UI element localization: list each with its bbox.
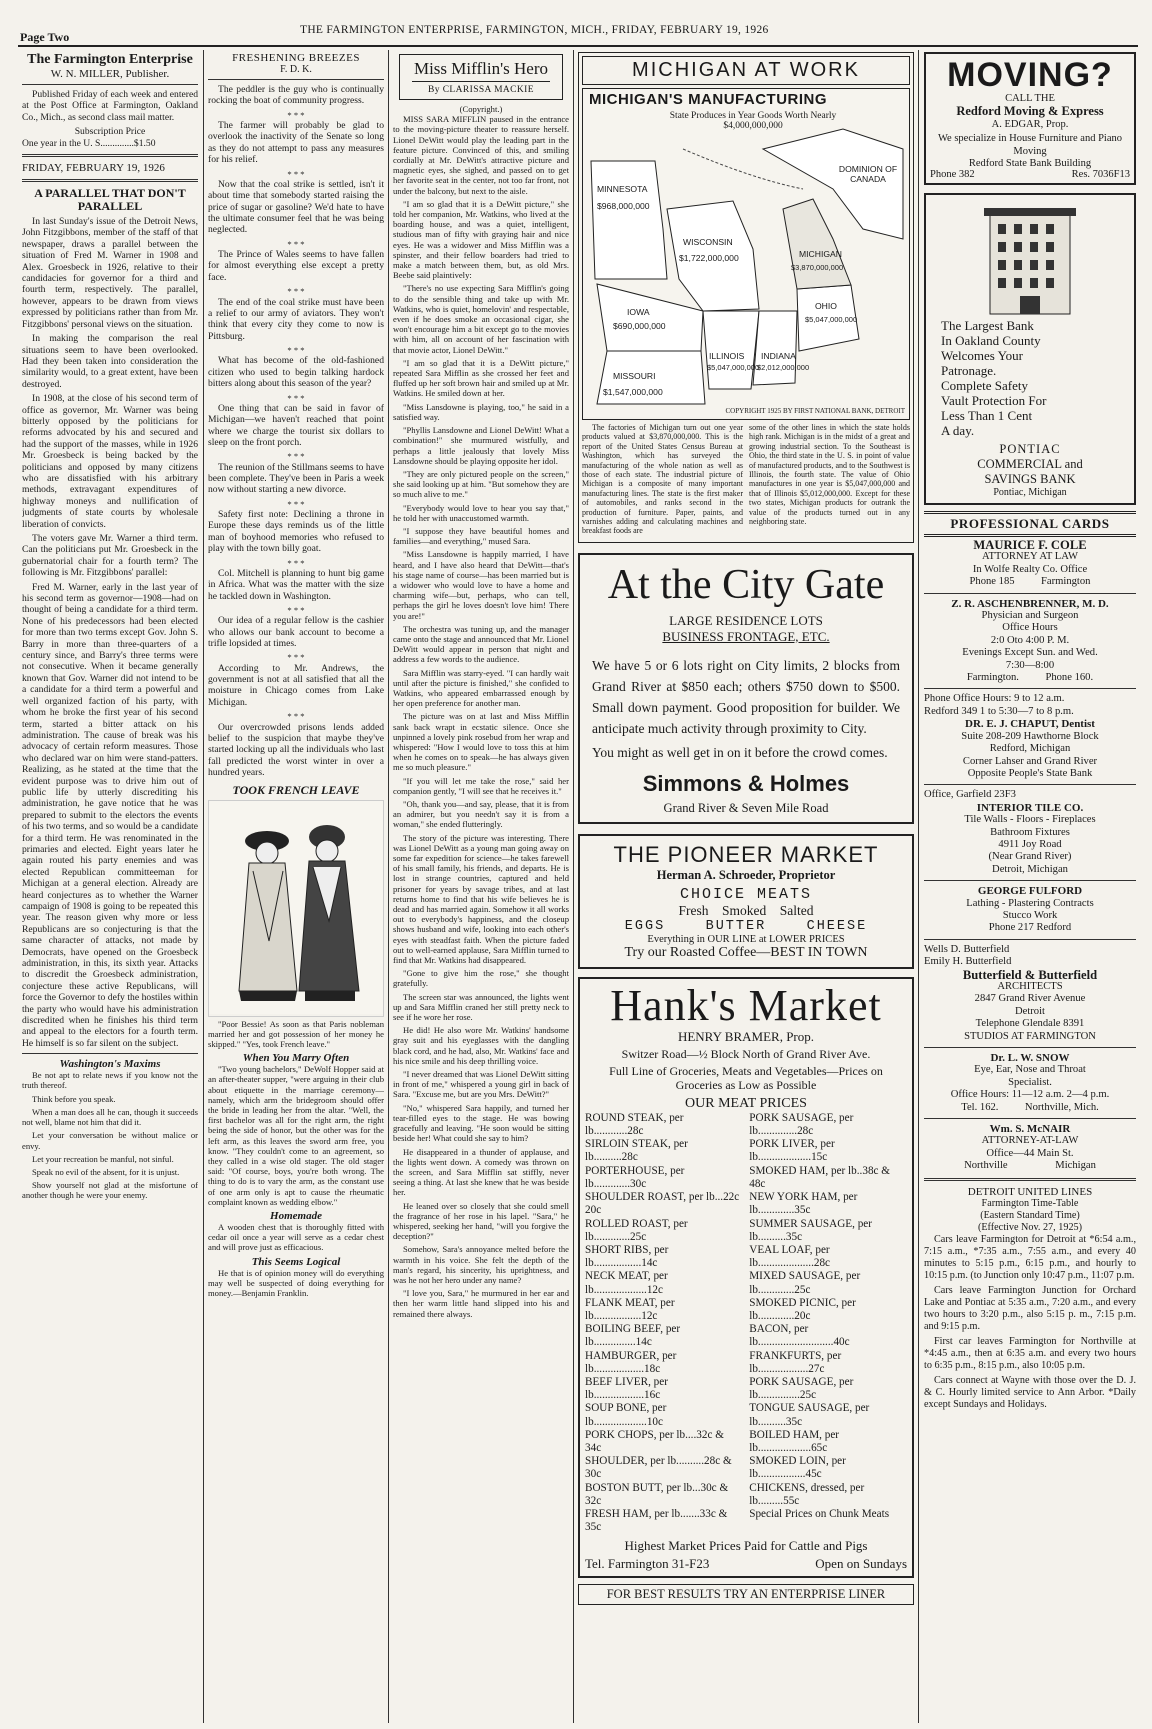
price-row: HAMBURGER, per lb..................18c <box>585 1349 677 1375</box>
story-paragraph: "Gone to give him the rose," she thought gratefully. <box>393 968 569 989</box>
city-gate-address: Grand River & Seven Mile Road <box>663 800 829 815</box>
story-paragraph: The picture was on at last and Miss Mifflin sank back wrapt in ecstatic silence. Once she unpinned a lovely pink rosebud from her wrap and whispered: "How I would love to toss this at him when he comes on to speak—he has always given me so much pleasure." <box>393 711 569 773</box>
map-text-right: some of the other lines in which the state holds high rank. Michigan is in the midst of a great and growing industrial section. To the Southeast is Ohio, the third state in the U. S. in point of value of manufactured products, and to the Southwest is Illinois, the fourth state. The value of Ohio manufactures in one year is $5,047,000,000 and that of Illinois $5,012,000,000. Except for these two states, Michigan products for outrank the value of the products turned out in any neighboring state. <box>749 423 910 527</box>
card-name: GEORGE FULFORD <box>977 885 1083 898</box>
city-gate-title: At the City Gate <box>607 561 885 608</box>
moving-call: CALL THE <box>1005 93 1055 104</box>
story-paragraph: "Miss Lansdowne is happily married, I have heard, and I have also heard that DeWitt—that's his stage name of course—has been married but is a widower who would love to have a home and charming wife—but, perhaps, who can tell, perhaps the girl he loves doesn't love him! There you are!" <box>393 549 569 621</box>
card-line: Evenings Except Sun. and Wed. <box>962 647 1098 659</box>
price-row: SHOULDER ROAST, per lb...22c 20c <box>585 1191 740 1217</box>
maxim: Let your recreation be manful, not sinful. <box>32 1153 174 1164</box>
card-line: 2:0 Oto 4:00 P. M. <box>990 634 1070 646</box>
map-region-label: DOMINION OF CANADA <box>838 164 898 185</box>
map-figure <box>582 88 910 420</box>
editorial-paragraph: The voters gave Mr. Warner a third term. Can the politicians put Mr. Groesbeck in the gubernatorial chair for a fourth term? The following is Mr. Fitzgibbons' parallel: <box>22 533 198 579</box>
card-line: Phone Office Hours: 9 to 12 a.m. <box>924 693 1065 705</box>
bank-line: Patronage. <box>941 363 997 378</box>
breeze-item: Safety first note: Declining a throne in Europe these days reminds us of the little man of boyhood memories who refused to play with the town billy goat. <box>208 509 384 555</box>
card-chaput <box>924 693 1136 780</box>
card-snow <box>924 1052 1136 1114</box>
story-paragraph: "Oh, thank you—and say, please, that it is from an admirer, but you needn't say it is from a woman," she ended flutteringly. <box>393 799 569 830</box>
city-gate-body2: You might as well get in on it before the crowd comes. <box>592 744 888 760</box>
story-paragraph: The orchestra was tuning up, and the manager came onto the stage and announced that Mr. Lionel DeWitt would appear in person that night and address a few words to the audience. <box>393 623 569 665</box>
bank-line: In Oakland County <box>941 333 1041 348</box>
logical-body: He that is of opinion money will do everything may well be suspected of doing everything for money.—Benjamin Franklin. <box>208 1267 384 1298</box>
card-line: Farmington. Phone 160. <box>966 672 1094 684</box>
card-line: Office Hours: 11—12 a.m. 2—4 p.m. <box>950 1089 1110 1101</box>
card-name: Wm. S. McNAIR <box>989 1123 1071 1136</box>
breezes-title: FRESHENING BREEZES <box>232 52 360 64</box>
story-paragraph: "No," whispered Sara happily, and turned her tear-filled eyes to the stage. He was bowing gracefully and leaving. "He soon would be sitting beside her! What could she say to him? <box>393 1102 569 1144</box>
moving-ad <box>924 52 1136 185</box>
price-column-right <box>749 1112 907 1535</box>
editorial-paragraph: In 1908, at the close of his second term of office as governor, Mr. Warner was being bitterly opposed by the politicians for reforms advocated by his and secured and had the support of the masses, while in 1926 Mr. Groesbeck is being backed by the politicians and opposed by many citizens who are dissatisfied with his arbitrary methods, extravagant expenditures of highway moneys and nullification of judgments of state courts by wholesale liberation of convicts. <box>22 393 198 530</box>
card-line: 7:30—8:00 <box>1005 659 1055 671</box>
card-name: MAURICE F. COLE <box>973 538 1087 552</box>
price-row: CHICKENS, dressed, per lb.........55c <box>749 1481 865 1507</box>
column-rule-1 <box>203 50 204 1723</box>
map-banner: MICHIGAN AT WORK <box>582 56 910 85</box>
city-gate-firm: Simmons & Holmes <box>642 770 850 796</box>
map-region-label: INDIANA <box>761 351 796 361</box>
breezes-byline: F. D. K. <box>280 64 312 75</box>
price-row: PORTERHOUSE, per lb.............30c <box>585 1164 685 1190</box>
price-row: PORK SAUSAGE, per lb...............25c <box>749 1375 854 1402</box>
story-paragraph: "They are only pictured people on the screen," she said looking up at him. "But somehow they are so much alive to me." <box>393 468 569 500</box>
bank-city: Pontiac, Michigan <box>993 487 1067 498</box>
card-name: Dr. L. W. SNOW <box>990 1052 1070 1065</box>
card-line: Office, Garfield 23F3 <box>924 789 1016 801</box>
bank-name-1: PONTIAC <box>999 442 1061 456</box>
city-gate-ad <box>578 553 914 824</box>
map-region-label: WISCONSIN <box>683 237 733 247</box>
dul-sub2: (Eastern Standard Time) <box>980 1209 1080 1221</box>
column-breezes <box>208 52 384 1721</box>
story-paragraph: "I am so glad that it is a DeWitt picture," repeated Sara Mifflin as she crossed her feet and fluffed up her soft brown hair and smiled up at Mr. Watkins. He smiled down at her. <box>393 357 569 399</box>
story-paragraph: MISS SARA MIFFLIN paused in the entrance to the moving-picture theater to reassure herself. Lionel DeWitt would play the leading part in the feature picture. Convinced of this, and smiling cordially at Mr. DeWitt's attractive picture and magnetic eyes, she sighed, and passed on to get her favorite seat in the center, not too far front, not under the balcony, but next to the aisle. <box>393 114 569 196</box>
homemade-body: A wooden chest that is thoroughly fitted with cedar oil once a year will serve as a cedar chest and will prove just as efficacious. <box>208 1221 384 1253</box>
city-gate-line1: LARGE RESIDENCE LOTS <box>669 612 823 628</box>
story-paragraph: The screen star was announced, the lights went up and Sara Mifflin craned her still pretty neck to see if he wore her rose. <box>393 991 569 1023</box>
price-row: FRESH HAM, per lb.......33c & 35c <box>585 1507 728 1534</box>
maxim: When a man does all he can, though it succeeds not well, blame not him that did it. <box>22 1106 198 1128</box>
card-line: ATTORNEY-AT-LAW <box>981 1135 1079 1147</box>
hanks-owner: HENRY BRAMER, Prop. <box>677 1028 815 1044</box>
map-region-label: OHIO <box>815 301 837 311</box>
map-region-value: $968,000,000 <box>597 201 650 211</box>
price-row: PORK SAUSAGE, per lb..............28c <box>749 1111 854 1138</box>
map-region-value: $2,012,000,000 <box>757 363 810 372</box>
moving-res: Res. 7036F13 <box>1071 169 1130 180</box>
maxims-list <box>22 1070 198 1200</box>
card-line: Detroit, Michigan <box>992 863 1068 875</box>
breeze-item: Now that the coal strike is settled, isn't it about time that somebody started raising the price of sugar or gasoline? We'd hate to have the ultimate consumer feel that he was being neglected. <box>208 178 384 236</box>
map-text <box>582 423 910 539</box>
breeze-item: What has become of the old-fashioned citizen who used to begin talking hardock bitters along about this season of the year? <box>208 355 384 390</box>
bank-line: The Largest Bank <box>941 318 1034 333</box>
bank-line: Complete Safety <box>941 378 1029 393</box>
hanks-price-table <box>585 1112 907 1535</box>
price-row: SOUP BONE, per lb...................10c <box>585 1402 667 1428</box>
bank-slogan <box>931 318 1129 438</box>
card-line: Lathing - Plastering Contracts <box>966 897 1094 909</box>
card-line: Wells D. Butterfield <box>924 943 1010 955</box>
story-paragraph: "Everybody would love to hear you say that," he told her with unaccustomed warmth. <box>393 502 569 523</box>
hanks-line: Full Line of Groceries, Meats and Vegetables—Prices on Groceries as Low as Possible <box>609 1063 883 1092</box>
bank-line: Welcomes Your <box>941 348 1024 363</box>
price-row: MIXED SAUSAGE, per lb.............25c <box>749 1270 861 1296</box>
map-region-value: $1,722,000,000 <box>679 253 739 263</box>
card-line: Office—44 Main St. <box>986 1147 1074 1159</box>
pioneer-line1: CHOICE MEATS <box>679 885 813 903</box>
story-paragraph: "I am so glad that it is a DeWitt picture," she told her companion, Mr. Watkins, who lived at the boarding house, and was a quiet, intelligent, studious man of fifty with graying hair and nice eyes. He was a widower and Miss Mifflin was a spinster, and their fellow boarders had tried to make a match between them, but, as old Mrs. Beebe said plaintively: <box>393 198 569 281</box>
price-row: NEW YORK HAM, per lb.............35c <box>749 1191 858 1217</box>
card-line: Detroit <box>1014 1005 1045 1017</box>
card-line: Eye, Ear, Nose and Throat <box>974 1064 1086 1076</box>
map-region-label: IOWA <box>627 307 650 317</box>
dul-title: DETROIT UNITED LINES <box>967 1185 1093 1198</box>
breeze-item: Our idea of a regular fellow is the cashier who allows our bank account to become a trifle lopsided at times. <box>208 615 384 650</box>
story-header-box <box>399 54 563 100</box>
card-line: Phone 217 Redford <box>988 922 1072 934</box>
card-line: Suite 208-209 Hawthorne Block <box>961 730 1099 742</box>
price-row: ROLLED ROAST, per lb.............25c <box>585 1217 688 1243</box>
page-label: Page Two <box>20 30 70 44</box>
price-row: VEAL LOAF, per lb....................28c <box>749 1243 831 1270</box>
map-region-value: $5,047,000,000 <box>805 315 858 324</box>
card-butterfield <box>924 944 1136 1043</box>
price-row: SHORT RIBS, per lb.................14c <box>585 1243 669 1270</box>
bank-line: Vault Protection For <box>941 393 1047 408</box>
map-region-value: $3,870,000,000 <box>791 263 844 272</box>
cartoon-illustration <box>208 800 384 1017</box>
pioneer-line5: Try our Roasted Coffee—BEST IN TOWN <box>624 944 868 960</box>
card-line: 4911 Joy Road <box>998 838 1062 850</box>
story-headline: Miss Mifflin's Hero <box>413 59 549 78</box>
card-aschenbrenner <box>924 598 1136 685</box>
price-row: TONGUE SAUSAGE, per lb..........35c <box>749 1402 870 1428</box>
column-rule-2 <box>388 50 389 1723</box>
breeze-item: The reunion of the Stillmans seems to have been complete. They've been in Paris a week now without starting a new divorce. <box>208 461 384 496</box>
dul-paragraph: Cars leave Farmington Junction for Orchard Lake and Pontiac at 5:35 a.m., 7:20 a.m., and every two hours to 3:20 p.m., also 5:15 p. m., 7:15 p.m. and 9:15 p.m. <box>924 1284 1136 1332</box>
pioneer-line3: EGGS BUTTER CHEESE <box>624 918 868 934</box>
card-line: Tel. 162. Northville, Mich. <box>961 1101 1099 1113</box>
editorial-paragraph: In last Sunday's issue of the Detroit News, John Fitzgibbons, member of the staff of that newspaper, draws a parallel between the situation of Fred M. Warner in 1908 and Alex. Groesbeck in 1926, relative to their candidacies for governor for a third and fourth term, respectively. The parallel, however, appears to be drawn from views expressed by politicians rather than from Mr. Fitzgibbons' personal views on the situation. <box>22 216 198 330</box>
map-region-value: $690,000,000 <box>613 321 666 331</box>
moving-phone: Phone 382 <box>930 169 975 180</box>
dul-sub1: Farmington Time-Table <box>981 1197 1079 1209</box>
price-row: SHOULDER, per lb..........28c & 30c <box>585 1455 732 1481</box>
breeze-item: The Prince of Wales seems to have fallen for almost everything else except a pretty face. <box>208 249 384 283</box>
card-line: ARCHITECTS <box>997 981 1063 992</box>
story-paragraph: "If you will let me take the rose," said her companion gently, "I will see that he receives it." <box>393 775 569 796</box>
card-line: Redford, Michigan <box>989 743 1071 755</box>
price-row: BOSTON BUTT, per lb...30c & 32c <box>585 1481 729 1507</box>
publication-info: Published Friday of each week and entered at the Post Office at Farmington, Oakland Co., Mich., as second class mail matter. <box>22 89 198 123</box>
card-line: Telephone Glendale 8391 <box>975 1018 1085 1030</box>
price-row: BACON, per lb...........................40c <box>749 1323 850 1349</box>
story-paragraph: He leaned over so closely that she could smell the fragrance of her rose in his lapel. "Sara," he whispered, seeking her hand, "will you forgive the deception?" <box>393 1200 569 1242</box>
maxim: Speak no evil of the absent, for it is unjust. <box>32 1166 180 1177</box>
dul-paragraph: Cars connect at Wayne with those over the D. J. & C. Hourly limited service to Ann Arbor. *Daily except Sundays and Holidays. <box>924 1374 1136 1410</box>
price-row: ROUND STEAK, per lb............28c <box>585 1111 684 1138</box>
card-line: In Wolfe Realty Co. Office <box>972 563 1088 575</box>
card-line: Physician and Surgeon <box>981 610 1079 622</box>
price-row: FLANK MEAT, per lb.................12c <box>585 1296 675 1322</box>
breeze-item: One thing that can be said in favor of Michigan—we haven't reached that point where we charge the tourist six dollars to sleep on the front porch. <box>208 402 384 448</box>
column-rule-4 <box>918 50 919 1723</box>
homemade-title: Homemade <box>270 1209 322 1222</box>
card-line: Northville Michigan <box>964 1160 1096 1172</box>
price-row: SUMMER SAUSAGE, per lb..........35c <box>749 1217 872 1243</box>
card-fulford <box>924 885 1136 935</box>
cartoon-title: TOOK FRENCH LEAVE <box>232 782 360 797</box>
card-name: INTERIOR TILE CO. <box>976 801 1084 814</box>
bank-line: Less Than 1 Cent <box>941 408 1033 423</box>
story-paragraph: He disappeared in a thunder of applause, and the lights went down. A comedy was thrown on the screen, and Sara Mifflin sat stiffly, never seeing a thing. At last she knew that he was beside her. <box>393 1146 569 1198</box>
card-line: (Near Grand River) <box>988 851 1072 863</box>
price-row: SMOKED HAM, per lb..38c & 48c <box>749 1164 891 1190</box>
bank-line: A day. <box>941 423 975 438</box>
card-line: Specialist. <box>1008 1076 1052 1088</box>
bank-ad <box>924 193 1136 505</box>
price-row: Special Prices on Chunk Meats <box>749 1507 890 1520</box>
story-copyright: (Copyright.) <box>459 104 503 114</box>
card-line: Redford 349 1 to 5:30—7 to 8 p.m. <box>924 705 1074 717</box>
pioneer-owner: Herman A. Schroeder, Proprietor <box>656 867 836 882</box>
professional-cards-title: PROFESSIONAL CARDS <box>924 511 1136 537</box>
paper-dateline: THE FARMINGTON ENTERPRISE, FARMINGTON, MICH., FRIDAY, FEBRUARY 19, 1926 <box>300 24 769 36</box>
breeze-item: The farmer will probably be glad to overlook the inactivity of the Senate so long as they do not attempt to pass any measures for his relief. <box>208 120 384 166</box>
price-row: BOILING BEEF, per lb...............14c <box>585 1323 681 1349</box>
price-row: SIRLOIN STEAK, per lb..........28c <box>585 1138 688 1164</box>
masthead-rule <box>18 45 1138 47</box>
subscription-price: One year in the U. S..............$1.50 <box>22 137 156 149</box>
column-cards <box>924 52 1136 1721</box>
map-credit: COPYRIGHT 1925 BY FIRST NATIONAL BANK, DETROIT <box>725 406 905 415</box>
dul-paragraph: First car leaves Farmington for Northville at *4:45 a.m., then at 6:35 a.m. and every two hours to 6:35 p.m., 8:15 p.m., also 10:05 p.m. <box>924 1335 1136 1371</box>
story-paragraph: Sara Mifflin was starry-eyed. "I can hardly wait until after the picture is finished," she confided to Watkins, who appeared embarrassed enough by her open preference for another man. <box>393 667 569 709</box>
column-editorial <box>22 52 198 1721</box>
hanks-address: Switzer Road—½ Block North of Grand River Ave. <box>621 1046 871 1061</box>
breeze-item: Our overcrowded prisons lends added belief to the suspicion that maybe they've started locking up all the individuals who last fall predicted the worst winter in over a hundred years. <box>208 721 384 779</box>
card-name: DR. E. J. CHAPUT, Dentist <box>965 718 1095 731</box>
editorial-dateline: FRIDAY, FEBRUARY 19, 1926 <box>22 162 165 175</box>
city-gate-line2: BUSINESS FRONTAGE, ETC. <box>662 628 830 644</box>
breeze-item: Col. Mitchell is planning to hunt big game in Africa. What was the matter with the size he tackled down in Washington. <box>208 567 384 602</box>
story-paragraph: "I love you, Sara," he murmured in her ear and then her warm little hand slipped into his and remained there always. <box>393 1288 569 1319</box>
editorial-headline: A PARALLEL THAT DON'T PARALLEL <box>34 186 186 214</box>
breeze-item: According to Mr. Andrews, the government is not at all satisfied that all the moisture in Chicago comes from Lake Michigan. <box>208 662 384 708</box>
card-mcnair <box>924 1123 1136 1173</box>
maxim: Be not apt to relate news if you know not the truth thereof. <box>22 1070 198 1091</box>
city-gate-body: We have 5 or 6 lots right on City limits, 2 blocks from Grand River at $850 each; others $750 down to $500. Small down payment. Good proposition for builder. We anticipate much activity through proximity to City. <box>592 657 900 736</box>
bank-building-illustration <box>970 200 1090 318</box>
story-paragraph: "Miss Lansdowne is playing, too," he said in a satisfied way. <box>393 401 569 422</box>
maxim: Show yourself not glad at the misfortune of another though he were your enemy. <box>22 1180 198 1201</box>
map-region-value: $1,547,000,000 <box>603 387 663 397</box>
story-paragraph: The story of the picture was interesting. There was Lionel DeWitt as a young man going away on some far expedition for science—he takes farewell of his small family, his friends, and departs. He is lost in strange countries, captured and held prisoner for years by savage tribes, and at last returns home to find that his wife believes he is dead and has married again. Somehow it all works out to everybody's happiness, and the closeup shows husband and wife, looking into each other's eyes with steadfast faith. When the picture faded out to well-earned applause, Sara Mifflin turned to find that Mr. Watkins had disappeared. <box>393 832 569 966</box>
moving-title: MOVING? <box>947 56 1113 94</box>
card-cole <box>924 539 1136 589</box>
maxim: Let your conversation be without malice or envy. <box>22 1130 198 1151</box>
map-region-label: MICHIGAN <box>799 249 842 259</box>
cartoon-caption: "Poor Bessie! As soon as that Paris nobleman married her and got possession of her money he skipped." "Yes, took French leave." <box>208 1018 384 1049</box>
editorial-paragraph: In making the comparison the real situations seem to have been overlooked. Had they been taken into consideration the similarity would, to a great extent, have been destroyed. <box>22 333 198 390</box>
hanks-open: Open on Sundays <box>815 1556 907 1572</box>
hanks-title: Hank's Market <box>610 980 882 1030</box>
dul-timetable <box>924 1186 1136 1411</box>
card-line: ATTORNEY AT LAW <box>981 551 1079 563</box>
editorial-paragraph: Fred M. Warner, early in the last year of his second term as governor—1908—had on thought of being a candidate for a third term. None of his predecessors had been elected for more than two terms except Gov. John S. Barry in more than three-quarters of a century since, and Barry's three terms were not consecutive. When it became generally known that Gov. Warner did not intend to be a candidate for a third term a powerful and well organized faction of his party, with whom he broke the first year of his second term, started a bitter attack on his administration. The cause of break was his advocacy of certain reform measures. Those who declared war on him were stand-patters. Realizing, as he stated at the time that the evident purpose was to drive him out of public life by utterly discrediting his administration, he gave notice that he was prepared to submit to the electors the events of his two terms, and so would be a candidate for a third term. He was renominated in the primaries and elected. Eight years later he again routed his party enemies and was elected Republican committeeman for Michigan at a general election. Already are heard conjectures as to whether the Warner campaign of 1908 is going to be repeated this year. The reason given why more or less Republicans are so conjecturing is that the same character of attacks, not made by Democrats, have opened on the Groesbeck administration, in this, its sixth year. Attacks to discredit the Groesbeck administration, conjecture these active Republicans, will force the Governor to defy the hostiles within the party who would have his administration discredited when he finishes his third term and appeal to the electors for a fourth term. He himself is so far silent on the subject. <box>22 581 198 1049</box>
moving-prop: A. EDGAR, Prop. <box>991 119 1069 130</box>
moving-firm: Redford Moving & Express <box>956 104 1104 118</box>
column-ads <box>578 52 914 1721</box>
price-row: SMOKED PICNIC, per lb.............20c <box>749 1296 856 1322</box>
card-line: 2847 Grand River Avenue <box>974 993 1086 1005</box>
hanks-market-ad <box>578 977 914 1579</box>
pioneer-line4: Everything in OUR LINE at LOWER PRICES <box>647 933 845 945</box>
map-region-label: MINNESOTA <box>597 184 648 194</box>
price-row: FRANKFURTS, per lb..................27c <box>749 1349 842 1375</box>
publisher-line: W. N. MILLER, Publisher. <box>50 68 170 80</box>
card-name: Butterfield & Butterfield <box>962 967 1098 982</box>
maxim: Think before you speak. <box>32 1093 116 1104</box>
story-body <box>393 114 569 1319</box>
map-text-left: The factories of Michigan turn out one year products valued at $3,870,000,000. This is the report of the United States Census Bureau at Washington, which has surveyed the manufacturing of the whole nation as well as those of each state. The industrial picture of Michigan is a composite of many important manufacturing lines. The state is the first maker of automobiles, and ranks second in the production of furniture. Paper, paints, and varnishes adding and calculating machines and breakfast foods are <box>582 423 743 536</box>
breeze-item: The end of the coal strike must have been a relief to our army of aviators. They won't think that every city they come to now is Pittsburg. <box>208 296 384 342</box>
story-body: "Two young bachelors," DeWolf Hopper said at an after-theater supper, "were arguing in their club about etiquette in the marriage ceremony—namely, which arm the bridegroom should offer the bride in leading her from the altar. "Well, the first bachelor was all for the right arm, the right being the side of honor, but the other was for the left arm, as this leaves the sword arm free, you know. "They couldn't come to an agreement, so they called in a wise old stager. The old stager said: "Of course, boys, you're both wrong. The thing to do is to vary the arm, as the constant use of one arm only is apt to cause the rheumatic complaint known as wedding elbow." <box>208 1064 384 1207</box>
price-row: PORK LIVER, per lb...................15c <box>749 1138 835 1164</box>
pioneer-title: THE PIONEER MARKET <box>613 841 879 867</box>
story-byline: By CLARISSA MACKIE <box>428 85 534 95</box>
card-line: STUDIOS AT FARMINGTON <box>964 1030 1096 1042</box>
map-title: MICHIGAN'S MANUFACTURING <box>589 91 828 108</box>
maxims-title: Washington's Maxims <box>59 1058 161 1071</box>
moving-spec: We specialize in House Furniture and Piano Moving <box>937 133 1123 157</box>
bank-name-3: SAVINGS BANK <box>984 472 1076 486</box>
story-paragraph: "I never dreamed that was Lionel DeWitt sitting in front of me," whispered a young girl in back of Sara. "Excuse me, but are you Mrs. DeWitt?" <box>393 1069 569 1100</box>
bank-name-2: COMMERCIAL and <box>977 457 1083 471</box>
editorial-body <box>22 216 198 1049</box>
card-line: Corner Lahser and Grand River <box>962 755 1098 767</box>
pioneer-market-ad <box>578 834 914 969</box>
map-feature <box>578 52 914 543</box>
price-row: BOILED HAM, per lb...................65c <box>749 1428 840 1454</box>
column-story <box>393 52 569 1721</box>
hanks-prices-title: OUR MEAT PRICES <box>685 1095 807 1111</box>
map-subtitle: State Produces in Year Goods Worth Nearly $4,000,000,000 <box>669 111 837 131</box>
story-paragraph: He did! He also wore Mr. Watkins' handsome gray suit and his eyeglasses with the dangling black cord, and he had, also, Mr. Watkins' face and his nice smile and his deep thrilling voice. <box>393 1025 569 1066</box>
hanks-paid: Highest Market Prices Paid for Cattle and Pigs <box>624 1538 868 1554</box>
card-interior-tile <box>924 789 1136 876</box>
hanks-tel: Tel. Farmington 31-F23 <box>585 1556 710 1572</box>
paper-title: The Farmington Enterprise <box>27 52 193 67</box>
dul-paragraph: Cars leave Farmington for Detroit at *6:54 a.m., 7:15 a.m., *7:35 a.m., 7:55 a.m., and every 40 minutes to 5:15 p.m., 6:15 p.m., and hourly to 10:15 p.m. (to Junction only 10:47 p.m., 11:07 p.m. <box>924 1233 1136 1281</box>
story-paragraph: "Phyllis Lansdowne and Lionel DeWitt! What a combination!" she murmured wistfully, and perhaps a little jealously that lovely Miss Lansdowne should be playing opposite her idol. <box>393 425 569 466</box>
card-line: Office Hours <box>1002 622 1058 634</box>
card-line: Opposite People's State Bank <box>967 767 1093 779</box>
map-region-label: ILLINOIS <box>709 351 745 361</box>
price-row: SMOKED LOIN, per lb.................45c <box>749 1455 846 1481</box>
card-line: Stucco Work <box>1002 909 1058 921</box>
enterprise-liner-footer: FOR BEST RESULTS TRY AN ENTERPRISE LINER <box>578 1584 914 1605</box>
price-column-left <box>585 1112 743 1535</box>
map-region-value: $5,047,000,000 <box>707 363 760 372</box>
dul-sub3: (Effective Nov. 27, 1925) <box>977 1221 1083 1233</box>
subscription-label: Subscription Price <box>74 126 146 138</box>
card-name: Z. R. ASCHENBRENNER, M. D. <box>951 597 1109 610</box>
map-region-label: MISSOURI <box>613 371 656 381</box>
breeze-item: The peddler is the guy who is continually rocking the boat of community progress. <box>208 84 384 107</box>
story-paragraph: Somehow, Sara's annoyance melted before the warmth in his voice. She felt the depth of the man's regard, his sincerity, his uprightness, and was he not her hero under any name? <box>393 1244 569 1285</box>
price-row: BEEF LIVER, per lb..................16c <box>585 1375 668 1402</box>
story-title: When You Marry Often <box>242 1052 350 1065</box>
moving-bldg: Redford State Bank Building <box>968 158 1092 169</box>
card-line: Emily H. Butterfield <box>924 956 1012 968</box>
price-row: NECK MEAT, per lb...................12c <box>585 1270 668 1296</box>
card-line: Bathroom Fixtures <box>990 826 1070 838</box>
story-paragraph: "I suppose they have beautiful homes and families—and everything," mused Sara. <box>393 525 569 547</box>
price-row: PORK CHOPS, per lb....32c & 34c <box>585 1428 724 1454</box>
card-line: Tile Walls - Floors - Fireplaces <box>964 814 1096 826</box>
pioneer-line2: Fresh Smoked Salted <box>678 902 814 918</box>
breezes-items: The peddler is the guy who is continually rocking the boat of community progress. * * * The farmer will probably be glad to overlook the inactivity of the Senate so long as they do not attempt to pass any measures for his relief. * * * Now that the coal strike is settled, isn't it about time that somebody started raising the price of sugar or gasoline? We'd hate to have the ultimate consumer feel that he was being neglected. * * * The Prince of Wales seems to have fallen for almost everything else except a pretty face. * * * The end of the coal strike must have been a relief to our army of aviators. They won't think that every city they come to now is Pittsburg. * * * What has become of the old-fashioned citizen who used to begin talking hardock bitters along about this season of the year? * * * One thing that can be said in favor of Michigan—we haven't reached that point where we charge the tourist six dollars to sleep on the front porch. * * * The reunion of the Stillmans seems to have been complete. They've been in Paris a week now without starting a new divorce. * * * Safety first note: Declining a throne in Europe these days reminds us of the little man of boyhood memories who refused to play with the town billy goat. * * * Col. Mitchell is planning to hunt big game in Africa. What was the matter with the size he tackled down in Washington. * * * Our idea of a regular fellow is the cashier who allows our bank account to become a trifle lopsided at times. * * * According to Mr. Andrews, the government is not at all satisfied that all the moisture in Chicago comes from Lake Michigan. * * * Our overcrowded prisons lends added belief to the suspicion that maybe they've started locking up all the individuals who last fall predicted the worst winter in over a hundred years. <box>208 84 384 779</box>
card-line: Phone 185 Farmington <box>969 576 1091 588</box>
story-paragraph: "There's no use expecting Sara Mifflin's going to do the sensible thing and take up with Mr. Watkins, who is quiet, homelovin' and respectable, even if he does smoke an occasional cigar, she won't encourage him a bit except go to the movies with him, all on account of her fascination with that movie actor, Lionel DeWitt." <box>393 283 569 355</box>
column-rule-3 <box>573 50 574 1723</box>
logical-title: This Seems Logical <box>251 1255 341 1268</box>
